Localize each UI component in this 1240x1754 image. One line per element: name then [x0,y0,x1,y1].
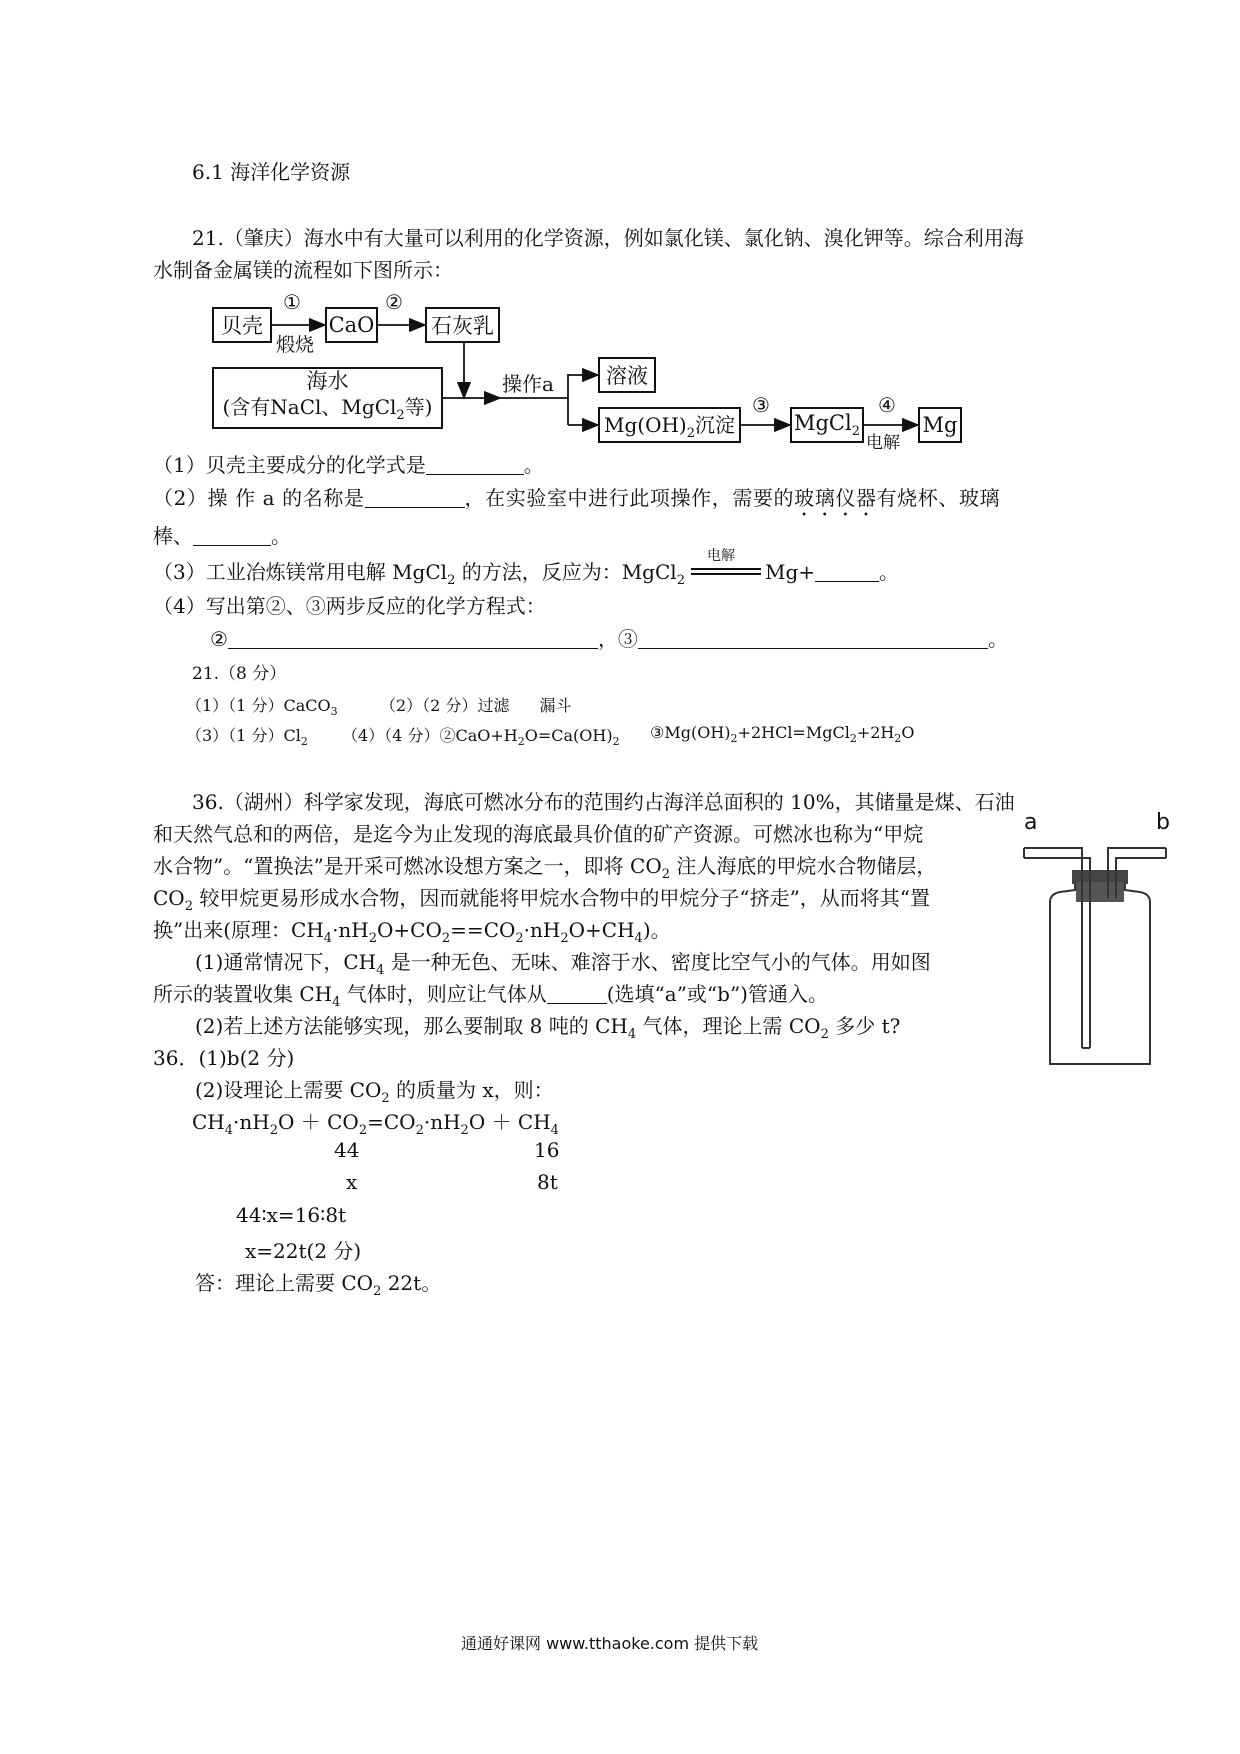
q36-part1-b: 是一种无色、无味、难溶于水、密度比空气小的气体。用如图 [384,950,931,974]
q21-answer-5-text: ③Mg(OH) [650,723,731,742]
q21-part2-blank2[interactable] [193,527,271,546]
q21-answer-4-text: （4）（4 分）②CaO+H [342,726,518,745]
q21-answer-5-sub1: 2 [730,732,738,746]
q36-part1-blank[interactable] [547,985,607,1004]
flow-precipitate-text: Mg(OH) [603,413,687,437]
mass-x: x [346,1170,358,1194]
q36-part1-sub2: 4 [332,995,341,1010]
mass-44: 44 [334,1138,360,1162]
q21-part4: （4）写出第②、③两步反应的化学方程式： [153,594,546,618]
q21-part2-cont [153,520,291,549]
q36-line5-d: ==CO [450,918,516,942]
q36-answer-2-b: 的质量为 x，则： [389,1078,554,1102]
q36-line5-s1: 4 [323,931,333,946]
gas-bottle-figure [1020,810,1170,1078]
flow-seawater-note [223,394,433,429]
flow-calcine-label: 煅烧 [276,334,315,356]
gas-bottle-drawing [1020,818,1170,1078]
q36-line1: 36.（湖州）科学家发现，海底可燃冰分布的范围约占海洋总面积的 10%，其储量是煤、石油 [192,790,1015,814]
eq-d: =CO [367,1110,416,1134]
q21-part2-blank1[interactable] [365,489,465,508]
flow-step1: ① [283,290,301,314]
flow-step3: ③ [752,393,770,417]
q36-line5-c: O+CO [377,918,442,942]
q36-line3-text: 水合物”。“置换法”是开采可燃冰设想方案之一，即将 CO [153,854,662,878]
q36-part2-sub: 4 [627,1027,637,1042]
flow-precipitate-label [604,409,735,441]
q21-answer-3 [186,723,308,748]
q36-part1-line2 [153,978,828,1010]
q36-final-a: 答：理论上需要 CO [195,1271,374,1295]
q21-part3-end: 。 [879,560,900,584]
flow-precipitate-sub: 2 [686,426,695,441]
flow-seawater-note-text: (含有NaCl、MgCl [222,394,397,419]
q36-line3-b: 注人海底的甲烷水合物储层， [670,854,937,878]
q21-answer-5-d: O [901,723,915,742]
electrolysis-equals-sign [685,548,765,581]
q21-answer-3-sub: 2 [300,735,308,749]
q21-answer-2 [380,693,571,716]
q21-part2-dotted: 玻璃仪器 [794,486,877,510]
q36-line5-s2: 2 [368,931,378,946]
q36-answer-title: 36．(1)b(2 分) [153,1046,295,1070]
q36-part1-d: 气体时，则应让气体从 [340,982,547,1006]
flow-shell-label: 贝壳 [221,314,263,338]
eq-b: ·nH [233,1110,270,1134]
q21-answer-4-sub2: 2 [612,735,620,749]
section-title: 6.1 海洋化学资源 [192,160,351,184]
q21-part3-blank[interactable] [815,563,879,582]
q36-part2-b: 气体，理论上需 CO [636,1014,821,1038]
q36-part2-sub2: 2 [820,1027,829,1042]
q36-part2-a: (2)若上述方法能够实现，那么要制取 8 吨的 CH [195,1014,628,1038]
flow-mg-label: Mg [922,413,958,437]
mass-16: 16 [534,1138,560,1162]
q36-line2: 和天然气总和的两倍，是迄今为止发现的海底最具价值的矿产资源。可燃冰也称为“甲烷 [153,822,924,846]
flow-lime-milk-label: 石灰乳 [431,314,494,338]
q36-line5-s6: 4 [634,931,643,946]
q21-answer-4 [342,723,620,748]
eq-a: CH [192,1110,225,1134]
q36-line4-b: 较甲烷更易形成水合物，因而就能将甲烷水合物中的甲烷分子“挤走”，从而将其“置 [192,886,931,910]
flow-solution-label: 溶液 [606,364,648,388]
flow-precipitate-box [598,407,741,443]
q21-part3-text-b: 的方法，反应为：MgCl [455,560,677,584]
q36-line4-text: CO [153,886,185,910]
q36-result: x=22t(2 分) [245,1239,362,1263]
q21-part2-text: （2）操 作 a 的名称是 [153,486,365,510]
q21-answer-4-sub1: 2 [517,735,525,749]
q21-part1-blank[interactable] [426,456,524,475]
q21-part1-text: （1）贝壳主要成分的化学式是 [153,453,426,477]
q36-line5 [153,914,671,946]
q21-answer-1-sub: 3 [330,705,338,719]
q21-answer-5-sub2: 2 [849,732,857,746]
q21-part1-end: 。 [523,453,544,477]
flow-cao-box [325,307,378,343]
q21-answer-4-b: O=Ca(OH) [524,726,613,745]
q21-part4-end: 。 [987,627,1008,651]
q36-line5-s3: 2 [441,931,451,946]
eq-s1: 4 [224,1123,234,1138]
flow-mg-box [918,407,962,443]
flow-precipitate-end: 沉淀 [695,413,735,437]
q36-final-sub: 2 [373,1284,382,1299]
eq-s4: 2 [415,1123,424,1138]
flow-step4: ④ [878,393,896,417]
q36-part2 [195,1010,900,1042]
q36-part1-sub: 4 [376,963,385,978]
q36-final-b: 22t。 [381,1271,442,1295]
q36-answer-2-sub: 2 [381,1091,390,1106]
q21-part3-sub: 2 [447,573,456,588]
q21-answer-5-sub3: 2 [894,732,902,746]
q21-part1 [153,449,544,478]
eq-s3: 2 [358,1123,368,1138]
q21-part3-text: （3）工业冶炼镁常用电解 MgCl [153,560,448,584]
q36-ratio: 44∶x=16∶8t [236,1203,347,1227]
q36-line3 [153,850,936,882]
q21-intro-line1: 21.（肇庆）海水中有大量可以利用的化学资源，例如氯化镁、氯化钠、溴化钾等。综合利用海 [192,226,1024,250]
q36-line5-a: 换”出来(原理：CH [153,918,324,942]
mass-8t: 8t [537,1170,558,1194]
q36-part1-line1 [195,946,931,978]
q36-equation [192,1106,559,1138]
q21-part4-blank-b[interactable] [638,630,988,649]
q21-answer-title: 21.（8 分） [192,664,287,684]
q36-line3-sub: 2 [661,867,671,882]
flow-mgcl2-sub: 2 [851,424,860,440]
footer-text: 通通好课网 www.tthaoke.com 提供下载 [461,1634,759,1653]
eq-s2: 2 [269,1123,278,1138]
q36-answer-2 [195,1074,554,1106]
q36-part1-a: (1)通常情况下，CH [195,950,377,974]
flow-mgcl2-label [794,411,860,439]
q21-part2-text-d: 棒、 [153,524,193,548]
flow-seawater-box [212,367,443,429]
bottle-label-b: b [1156,810,1170,835]
q36-part2-c: 多少 t? [828,1014,901,1038]
q21-answer-5-c: +2H [856,723,895,742]
q21-part2 [153,482,1000,521]
flow-cao-label: CaO [328,313,375,337]
flow-seawater-label: 海水 [306,368,349,393]
q36-answer-2-a: (2)设理论上需要 CO [195,1078,382,1102]
q36-part1-c: 所示的装置收集 CH [153,982,333,1006]
q21-answer-1 [186,693,338,718]
q36-line4 [153,882,930,914]
q36-line4-sub: 2 [184,899,193,914]
q36-line5-s4: 2 [515,931,524,946]
eq-f: O ＋ CH [468,1110,551,1134]
q21-answer-2-text: （2）（2 分）过滤 [380,696,510,715]
q21-answer-3-text: （3）（1 分）Cl [186,726,301,745]
flow-shell-box [212,307,272,343]
eq-e: ·nH [423,1110,461,1134]
q36-line5-b: ·nH [332,918,369,942]
eq-c: O ＋ CO [278,1110,359,1134]
bottle-label-a: a [1024,810,1038,835]
q21-part3-text-c: Mg+ [764,560,816,584]
flow-step2: ② [385,290,403,314]
q36-line5-s5: 2 [560,931,569,946]
q21-part4-blanks [210,623,1008,652]
q36-line5-e: ·nH [523,918,561,942]
flow-seawater-note-sub: 2 [396,407,405,423]
flow-seawater-note-end: 等) [404,394,433,419]
q36-line5-g: )。 [642,918,671,942]
flow-operation-label: 操作a [502,372,554,396]
q21-answer-2-b: 漏斗 [539,696,572,715]
q21-answer-5 [650,723,915,745]
eq-s6: 4 [550,1123,559,1138]
electrolysis-condition: 电解 [706,548,735,564]
q21-part2-text-b: ，在实验室中进行此项操作，需要的 [464,486,795,510]
q21-part3 [153,548,900,588]
flow-mgcl2-box [790,407,864,443]
q21-part2-text-c: 有烧杯、玻璃 [876,486,1001,510]
flow-lime-milk-box [425,307,500,343]
flow-mgcl2-text: MgCl [793,410,852,435]
q21-part4-label-b: ，③ [597,627,638,651]
q36-final-answer [195,1267,441,1299]
eq-s5: 2 [460,1123,469,1138]
q21-intro-line2: 水制备金属镁的流程如下图所示： [153,258,453,282]
q21-part2-end: 。 [271,524,291,548]
q21-answer-1-text: （1）（1 分）CaCO [186,696,331,715]
flow-electrolysis-label: 电解 [866,433,900,453]
q36-part1-e: (选填“a”或“b”)管通入。 [606,982,828,1006]
q36-line5-f: O+CH [568,918,635,942]
q21-part4-label-a: ② [210,627,228,651]
q21-part3-sub2: 2 [676,573,685,588]
q21-part4-blank-a[interactable] [228,630,598,649]
q21-answer-5-b: +2HCl=MgCl [737,723,850,742]
flow-solution-box [598,357,656,393]
